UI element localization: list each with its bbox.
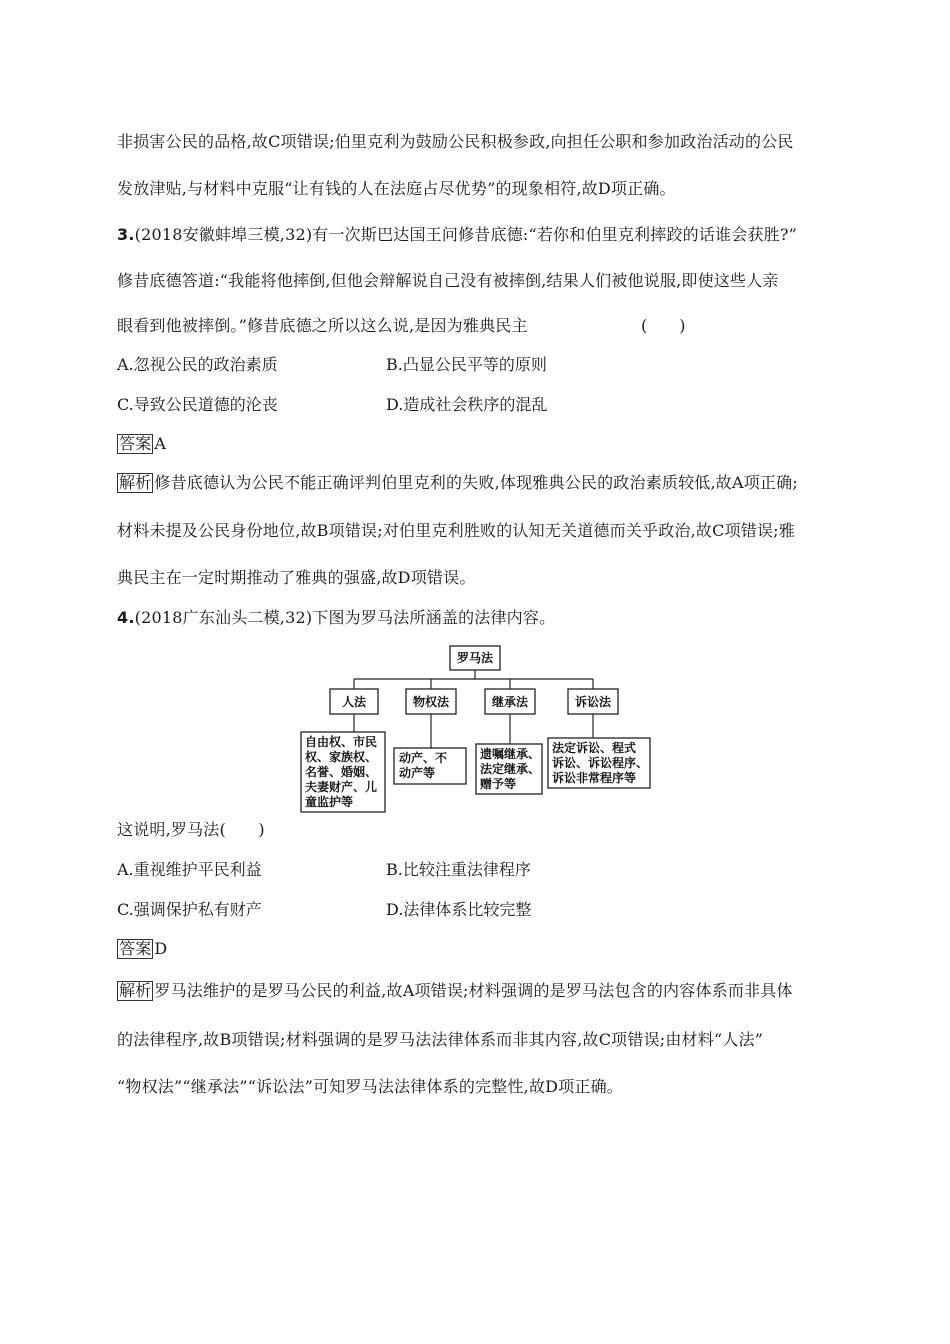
diagram-branch-label-litigation: 诉讼法 (574, 695, 612, 709)
diagram-branch-label-person: 人法 (341, 695, 367, 709)
diagram-detail-inheritance-3: 赠予等 (480, 777, 517, 791)
diagram-branch-label-inheritance: 继承法 (491, 695, 529, 709)
question-4-number: 4. (117, 608, 135, 627)
diagram-detail-person-2: 权、家族权、 (305, 750, 378, 764)
question-4-option-b[interactable]: B.比较注重法律程序 (386, 860, 531, 879)
question-3-option-d[interactable]: D.造成社会秩序的混乱 (386, 395, 548, 414)
continuation-line-2: 发放津贴,与材料中克服“让有钱的人在法庭占尽优势”的现象相符,故D项正确。 (117, 179, 676, 198)
question-4-analysis-row (117, 981, 793, 1001)
question-4-analysis-3: “物权法”“继承法”“诉讼法”可知罗马法法律体系的完整性,故D项正确。 (117, 1077, 623, 1096)
question-4-option-c[interactable]: C.强调保护私有财产 (117, 900, 262, 919)
question-3-analysis-3: 典民主在一定时期推动了雅典的强盛,故D项错误。 (117, 568, 476, 587)
question-3-option-c[interactable]: C.导致公民道德的沦丧 (117, 395, 278, 414)
diagram-detail-person-1: 自由权、市民 (305, 735, 378, 749)
answer-label: 答案 (119, 434, 152, 453)
diagram-detail-inheritance-1: 遗嘱继承、 (480, 747, 541, 761)
question-3-stem-2: 修昔底德答道:“我能将他摔倒,但他会辩解说自己没有被摔倒,结果人们被他说服,即使这些人亲 (117, 271, 779, 290)
question-3-line-1 (117, 225, 797, 245)
question-3-stem-3: 眼看到他被摔倒。”修昔底德之所以这么说,是因为雅典民主 (117, 316, 528, 335)
question-4-line-1 (117, 608, 555, 628)
question-3-answer-row (117, 434, 166, 454)
question-3-analysis-row (117, 473, 798, 493)
question-3-analysis-1: 修昔底德认为公民不能正确评判伯里克利的失败,体现雅典公民的政治素质较低,故A项正确; (154, 473, 798, 492)
question-4-option-a[interactable]: A.重视维护平民利益 (117, 860, 262, 879)
continuation-line-1: 非损害公民的品格,故C项错误;伯里克利为鼓励公民积极参政,向担任公职和参加政治活动的公民 (117, 132, 794, 151)
diagram-detail-inheritance-2: 法定继承、 (480, 762, 541, 776)
analysis-label: 解析 (119, 981, 152, 1000)
diagram-detail-litigation-1: 法定诉讼、程式 (552, 741, 637, 755)
diagram-detail-person-5: 童监护等 (305, 795, 354, 809)
question-4-option-d[interactable]: D.法律体系比较完整 (386, 900, 532, 919)
diagram-detail-litigation-3: 诉讼非常程序等 (552, 771, 637, 785)
question-4-answer-row (117, 939, 167, 959)
question-3-option-b[interactable]: B.凸显公民平等的原则 (386, 355, 547, 374)
roman-law-diagram (290, 640, 660, 815)
analysis-label: 解析 (119, 473, 152, 492)
question-4-answer: D (154, 939, 168, 958)
question-3-answer: A (154, 434, 167, 453)
diagram-detail-litigation-2: 诉讼、诉讼程序、 (552, 756, 649, 770)
diagram-root-label: 罗马法 (456, 651, 494, 665)
question-4-stem-1: (2018广东汕头二模,32)下图为罗马法所涵盖的法律内容。 (134, 608, 556, 627)
diagram-detail-person-3: 名誉、婚姻、 (305, 765, 378, 779)
question-4-analysis-2: 的法律程序,故B项错误;材料强调的是罗马法法律体系而非其内容,故C项错误;由材料“人法” (117, 1030, 764, 1049)
diagram-connectors (354, 670, 593, 748)
question-3-option-a[interactable]: A.忽视公民的政治素质 (117, 355, 278, 374)
question-3-number: 3. (117, 225, 135, 244)
question-4-stem-2: 这说明,罗马法( ) (117, 820, 265, 839)
question-3-stem-1: (2018安徽蚌埠三模,32)有一次斯巴达国王问修昔底德:“若你和伯里克利摔跤的话谁会获胜?” (134, 225, 798, 244)
diagram-detail-property-1: 动产、不 (399, 751, 448, 765)
diagram-detail-property-2: 动产等 (399, 766, 436, 780)
question-3-analysis-2: 材料未提及公民身份地位,故B项错误;对伯里克利胜败的认知无关道德而关乎政治,故C项错误;雅 (117, 521, 795, 540)
answer-label: 答案 (119, 939, 152, 958)
diagram-branch-label-property: 物权法 (412, 695, 450, 709)
diagram-detail-person-4: 夫妻财产、儿 (305, 780, 378, 794)
question-4-analysis-1: 罗马法维护的是罗马公民的利益,故A项错误;材料强调的是罗马法包含的内容体系而非具体 (154, 981, 793, 1000)
question-3-answer-paren: ( ) (641, 316, 686, 335)
